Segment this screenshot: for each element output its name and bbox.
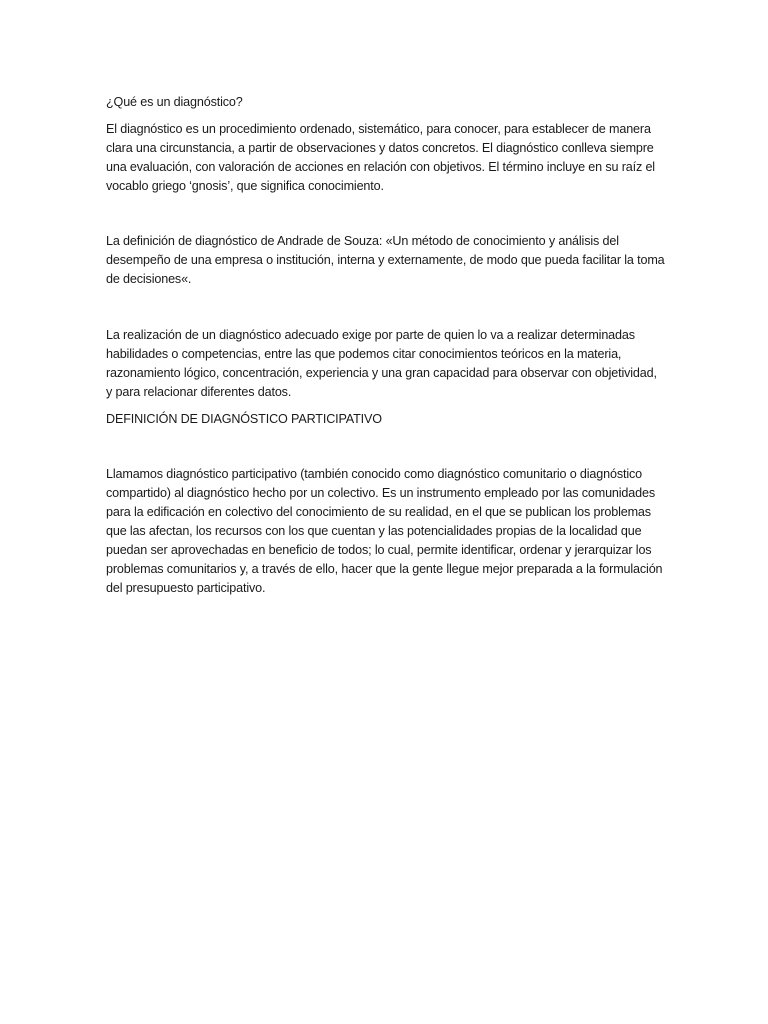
paragraph-participatory: Llamamos diagnóstico participativo (también conocido como diagnóstico comunitario o diagnóstico compartido) al diagnóstico hecho por un colectivo. Es un instrumento empleado por las comunidades para la edificación en colectivo del conocimiento de su realidad, en el que se publican los problemas que las afectan, los recursos con los que cuentan y las potencialidades propias de la localidad que puedan ser aprovechadas en beneficio de todos; lo cual, permite identificar, ordenar y jerarquizar los problemas comunitarios y, a través de ello, hacer que la gente llegue mejor preparada a la formulación del presupuesto participativo. <box>106 467 663 595</box>
paragraph-competencies: La realización de un diagnóstico adecuado exige por parte de quien lo va a realizar determinadas habilidades o competencias, entre las que podemos citar conocimientos teóricos en la materia, razonamiento lógico, concentración, experiencia y una gran capacidad para observar con objetividad, y para relacionar diferentes datos. <box>106 328 657 399</box>
question-heading: ¿Qué es un diagnóstico? <box>106 95 243 109</box>
section-heading: DEFINICIÓN DE DIAGNÓSTICO PARTICIPATIVO <box>106 412 382 426</box>
paragraph-andrade-de-souza: La definición de diagnóstico de Andrade de Souza: «Un método de conocimiento y análisis del desempeño de una empresa o institución, interna y externamente, de modo que pueda facilitar la toma de decisiones«. <box>106 234 665 286</box>
paragraph-definition: El diagnóstico es un procedimiento ordenado, sistemático, para conocer, para establecer de manera clara una circunstancia, a partir de observaciones y datos concretos. El diagnóstico conlleva siempre una evaluación, con valoración de acciones en relación con objetivos. El término incluye en su raíz el vocablo griego ‘gnosis’, que significa conocimiento. <box>106 122 655 193</box>
document-body <box>106 93 666 598</box>
